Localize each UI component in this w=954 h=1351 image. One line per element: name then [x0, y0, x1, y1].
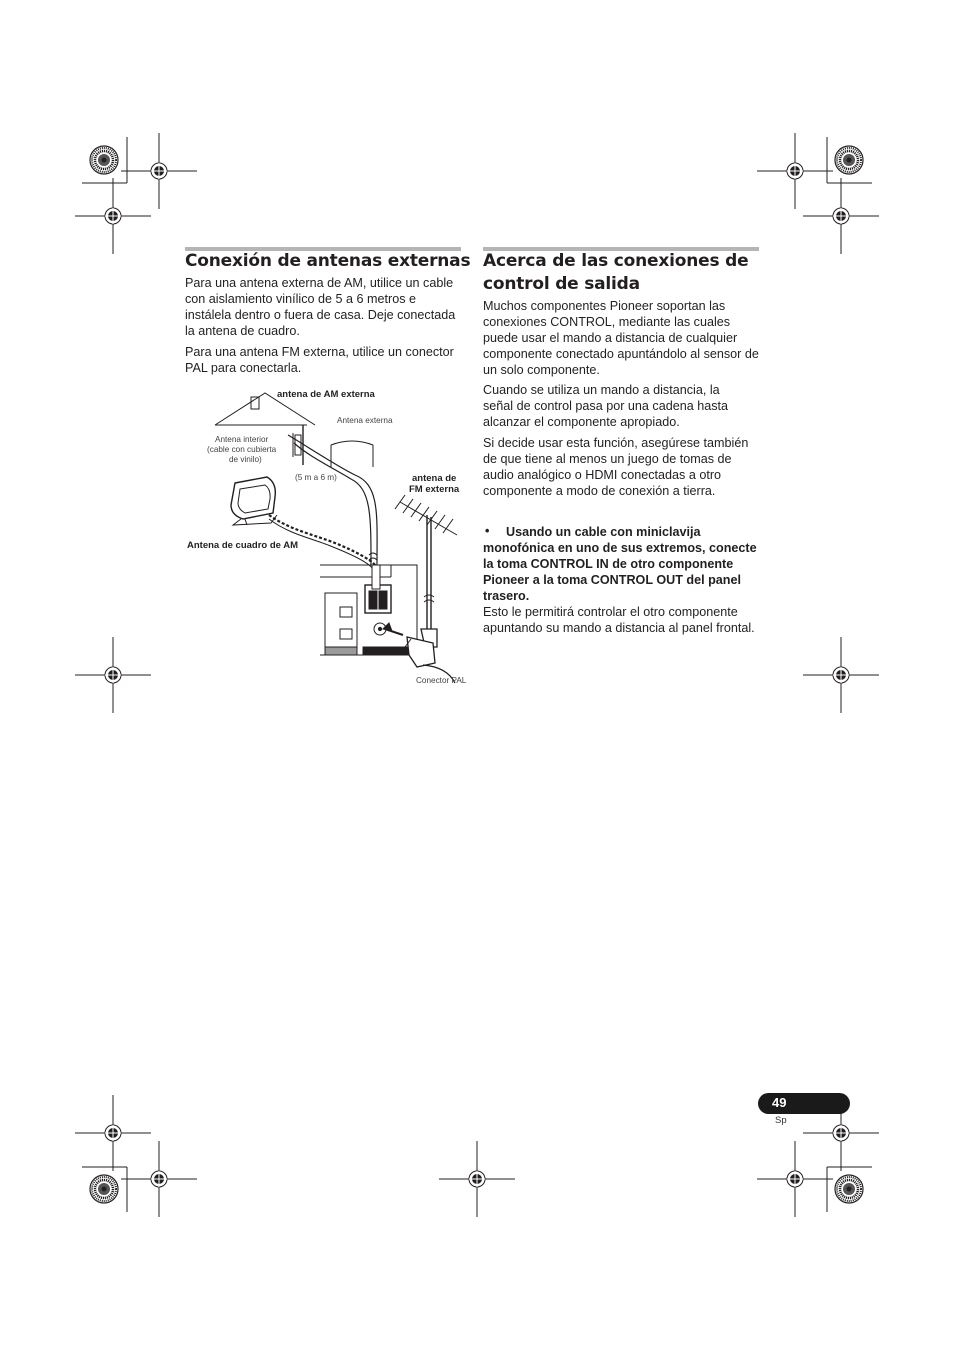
crosshair-icon	[121, 1141, 197, 1217]
label-fm-external-2: FM externa	[409, 484, 460, 495]
star-target-icon	[835, 146, 863, 174]
outdoor-wire-antenna-icon	[331, 441, 373, 467]
section-heading-control-line-2: control de salida	[483, 274, 640, 294]
label-indoor-antenna-2: (cable con cubierta	[207, 445, 277, 454]
label-am-external: antena de AM externa	[277, 389, 375, 400]
crosshair-icon	[803, 178, 879, 254]
page-number: 49	[772, 1095, 787, 1110]
paragraph-control-ground: Si decide usar esta función, asegúrese también de que tiene al menos un juego de tomas de audio analógico o HDMI conectadas a otro componente a modo de conexión a tierra.	[483, 436, 749, 498]
section-heading-antenas: Conexión de antenas externas	[185, 251, 471, 271]
label-fm-external-1: antena de	[412, 473, 457, 484]
crosshair-icon	[439, 1141, 515, 1217]
crosshair-icon	[75, 1095, 151, 1171]
label-indoor-antenna-3: de vinilo)	[229, 455, 262, 464]
crosshair-icon	[757, 1141, 833, 1217]
label-cable-length: (5 m a 6 m)	[295, 473, 337, 482]
bullet-mark: •	[485, 524, 490, 538]
crosshair-icon	[75, 178, 151, 254]
pal-connector-icon	[405, 629, 455, 683]
am-loop-antenna-icon	[231, 477, 277, 525]
star-target-icon	[90, 146, 118, 174]
paragraph-am-antenna: Para una antena externa de AM, utilice un cable con aislamiento vinílico de 5 a 6 metros e instálela dentro o fuera de casa. Deje conectada la antena de cuadro.	[185, 276, 456, 338]
star-target-icon	[835, 1175, 863, 1203]
section-heading-control-line-1: Acerca de las conexiones de	[483, 251, 749, 271]
label-indoor-antenna-1: Antena interior	[215, 435, 269, 444]
antenna-connection-diagram	[185, 385, 475, 690]
paragraph-fm-antenna: Para una antena FM externa, utilice un conector PAL para conectarla.	[185, 345, 454, 375]
crosshair-icon	[121, 133, 197, 209]
paragraph-control-result: Esto le permitirá controlar el otro componente apuntando su mando a distancia al panel frontal.	[483, 605, 755, 635]
paragraph-control-chain: Cuando se utiliza un mando a distancia, la señal de control pasa por una cadena hasta alcanzar el componente apropiado.	[483, 383, 729, 429]
crosshair-icon	[803, 637, 879, 713]
crosshair-icon	[757, 133, 833, 209]
page-language: Sp	[775, 1115, 787, 1126]
receiver-back-panel-icon	[320, 565, 417, 655]
label-am-loop: Antena de cuadro de AM	[187, 540, 299, 551]
star-target-icon	[90, 1175, 118, 1203]
crosshair-icon	[75, 637, 151, 713]
label-outdoor-antenna: Antena externa	[337, 416, 393, 425]
bullet-instruction	[483, 524, 761, 604]
fm-antenna-icon	[395, 495, 457, 629]
paragraph-control-intro: Muchos componentes Pioneer soportan las conexiones CONTROL, mediante las cuales puede usar el mando a distancia de cualquier componente conectado apuntándolo al sensor de un solo componente.	[483, 299, 759, 377]
label-pal-connector: Conector PAL	[416, 676, 467, 685]
bullet-instruction-text: Usando un cable con miniclavija monofónica en uno de sus extremos, conecte la toma CONTROL IN de otro componente Pioneer a la toma CONTROL OUT del panel trasero.	[483, 525, 757, 603]
